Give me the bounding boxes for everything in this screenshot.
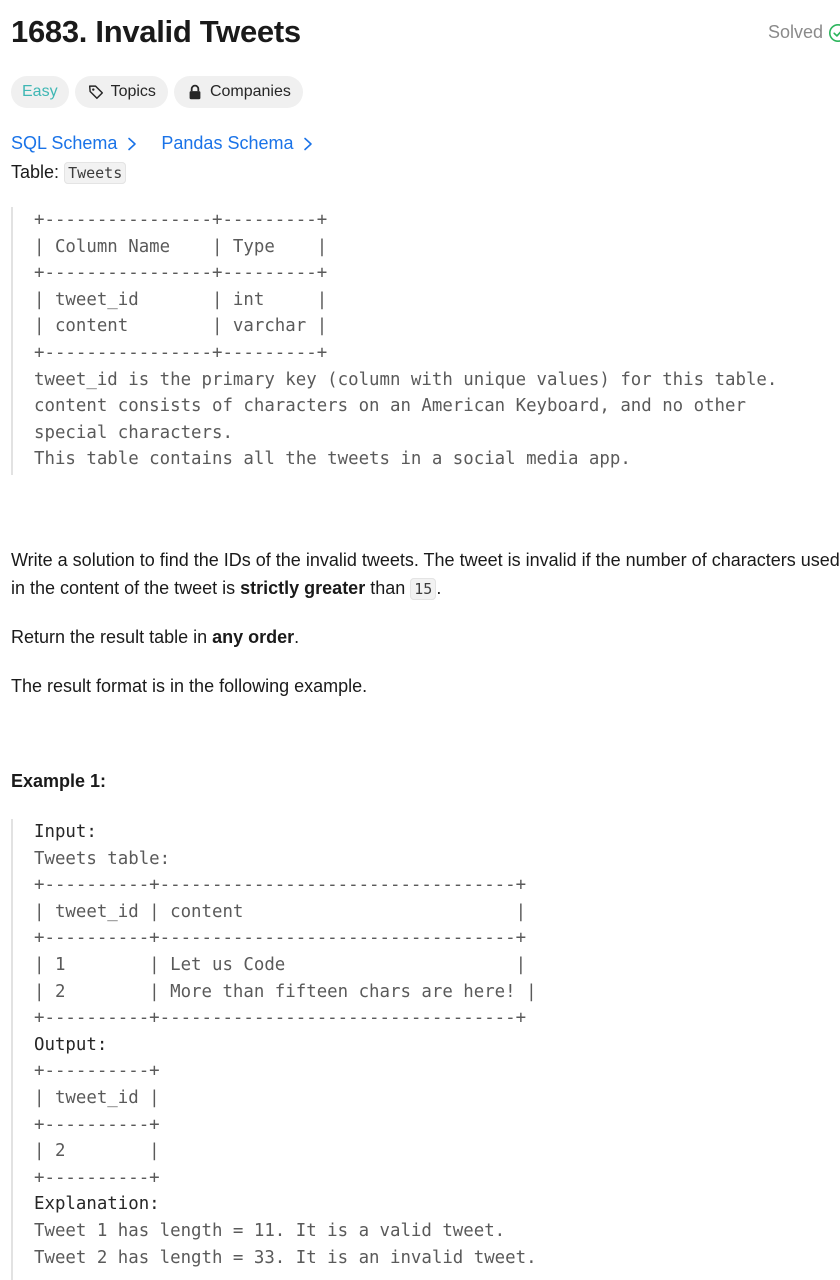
sql-schema-link[interactable]: [11, 133, 137, 154]
description-text: .: [436, 578, 442, 598]
difficulty-badge: [11, 76, 69, 108]
table-name-code: Tweets: [64, 162, 126, 184]
order-text: .: [294, 627, 300, 647]
solved-label: Solved: [767, 22, 823, 42]
pandas-schema-label: Pandas Schema: [161, 133, 294, 153]
order-paragraph: [11, 623, 840, 651]
output-label: Output:: [34, 1034, 108, 1055]
chevron-right-icon: [303, 137, 313, 151]
order-text: Return the result table in: [11, 627, 213, 647]
example-code-block: [11, 819, 537, 1280]
input-body: Tweets table: +----------+----------------------------------+ | tweet_id | content | +----------+----------------------------------+ | 1 | Let us Code | | 2 | More than fifteen chars are here! | +----------+----------------------------------+: [34, 848, 537, 1029]
tag-row: [11, 76, 303, 108]
solved-status: [768, 22, 840, 43]
sql-schema-label: SQL Schema: [11, 133, 118, 153]
companies-button[interactable]: [174, 76, 303, 108]
output-body: +----------+ | tweet_id | +----------+ | 2 | +----------+: [34, 1061, 160, 1188]
explanation-label: Explanation:: [34, 1194, 160, 1215]
companies-label: Companies: [209, 83, 291, 100]
topics-label: Topics: [110, 83, 156, 100]
chevron-right-icon: [127, 137, 137, 151]
problem-title: 1683. Invalid Tweets: [11, 14, 301, 49]
description-emphasis: strictly greater: [240, 578, 366, 598]
explanation-body: Tweet 1 has length = 11. It is a valid tweet. Tweet 2 has length = 33. It is an invalid tweet.: [34, 1220, 537, 1268]
difficulty-label: Easy: [22, 83, 58, 100]
table-intro-label: Table:: [11, 162, 60, 182]
check-circle-icon: [828, 23, 840, 43]
description-text: Write a solution to find the IDs of the invalid tweets. The tweet is invalid if the number of characters used in the content of the tweet is: [11, 550, 840, 598]
format-paragraph: The result format is in the following example.: [11, 676, 368, 696]
tag-icon: [87, 83, 105, 101]
example-heading: Example 1:: [11, 771, 107, 791]
title-row: [11, 14, 840, 58]
order-emphasis: any order: [212, 627, 295, 647]
description-paragraph: [11, 546, 840, 603]
pandas-schema-link[interactable]: [161, 133, 313, 154]
description-text: than: [365, 578, 411, 598]
schema-code-block: +----------------+---------+ | Column Name | Type | +----------------+---------+ | tweet_id | int | | content | varchar | +----------------+---------+ tweet_id is the primary key (column with unique values) for this table. content consists of characters on an American Keyboard, and no other special characters. This table contains all the tweets in a social media app.: [11, 207, 777, 475]
table-intro: [11, 162, 126, 183]
lock-icon: [186, 83, 204, 101]
length-limit-code: 15: [410, 578, 436, 600]
schema-links: [11, 133, 313, 154]
input-label: Input:: [34, 822, 97, 842]
topics-button[interactable]: [75, 76, 168, 108]
